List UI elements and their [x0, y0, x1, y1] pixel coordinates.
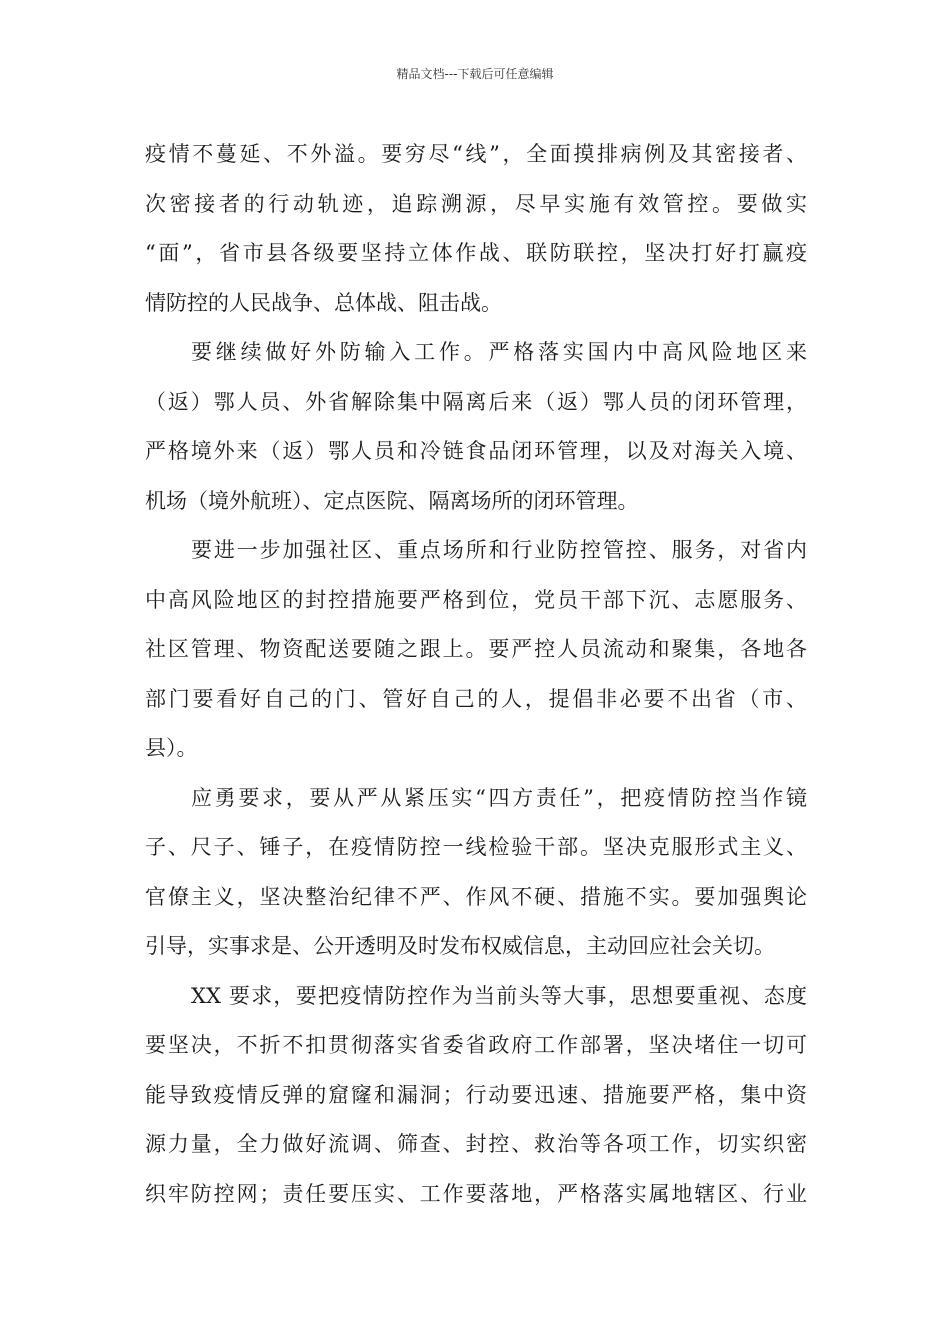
- text-line: 要继续做好外防输入工作。严格落实国内中高风险地区来: [191, 340, 807, 364]
- text-line: 子、尺子、锤子，在疫情防控一线检验干部。坚决克服形式主义、: [145, 835, 807, 859]
- text-line: 情防控的人民战争、总体战、阻击战。: [145, 290, 502, 315]
- text-line: 部门要看好自己的门、管好自己的人，提倡非必要不出省（市、: [145, 686, 807, 711]
- text-line: 机场（境外航班）、定点医院、隔离场所的闭环管理。: [145, 488, 639, 513]
- text-line: 源力量，全力做好流调、筛查、封控、救治等各项工作，切实织密: [145, 1132, 807, 1156]
- text-line: 引导，实事求是、公开透明及时发布权威信息，主动回应社会关切。: [145, 934, 775, 958]
- text-line: 要进一步加强社区、重点场所和行业防控管控、服务，对省内: [191, 538, 807, 562]
- text-line: 社区管理、物资配送要随之跟上。要严控人员流动和聚集，各地各: [145, 637, 807, 661]
- paragraph-4: [145, 774, 807, 972]
- paragraph-3: [145, 526, 807, 774]
- text-line: 要坚决，不折不扣贯彻落实省委省政府工作部署，坚决堵住一切可: [145, 1033, 807, 1057]
- text-line: 织牢防控网；责任要压实、工作要落地，严格落实属地辖区、行业: [145, 1181, 807, 1206]
- text-line: “面”，省市县各级要坚持立体作战、联防联控，坚决打好打赢疫: [145, 241, 807, 265]
- paragraph-2: [145, 328, 807, 526]
- text-line: XX 要求，要把疫情防控作为当前头等大事，思想要重视、态度: [191, 983, 807, 1008]
- text-line: 能导致疫情反弹的窟窿和漏洞；行动要迅速、措施要严格，集中资: [145, 1082, 807, 1107]
- text-line: 县）。: [145, 736, 198, 760]
- paragraph-5: [145, 972, 807, 1220]
- document-body: [145, 130, 807, 1219]
- text-line: （返）鄂人员、外省解除集中隔离后来（返）鄂人员的闭环管理，: [145, 389, 807, 414]
- text-line: 次密接者的行动轨迹，追踪溯源，尽早实施有效管控。要做实: [145, 191, 807, 216]
- text-line: 应勇要求，要从严从紧压实“四方责任”，把疫情防控当作镜: [191, 785, 807, 810]
- text-line: 中高风险地区的封控措施要严格到位，党员干部下沉、志愿服务、: [145, 587, 807, 612]
- text-line: 疫情不蔓延、不外溢。要穷尽“线”，全面摸排病例及其密接者、: [145, 142, 807, 166]
- page-header: 精品文档---下载后可任意编辑: [396, 67, 554, 81]
- text-line: 严格境外来（返）鄂人员和冷链食品闭环管理，以及对海关入境、: [145, 439, 807, 463]
- text-line: 官僚主义，坚决整治纪律不严、作风不硬、措施不实。要加强舆论: [145, 884, 807, 909]
- paragraph-1: [145, 130, 807, 328]
